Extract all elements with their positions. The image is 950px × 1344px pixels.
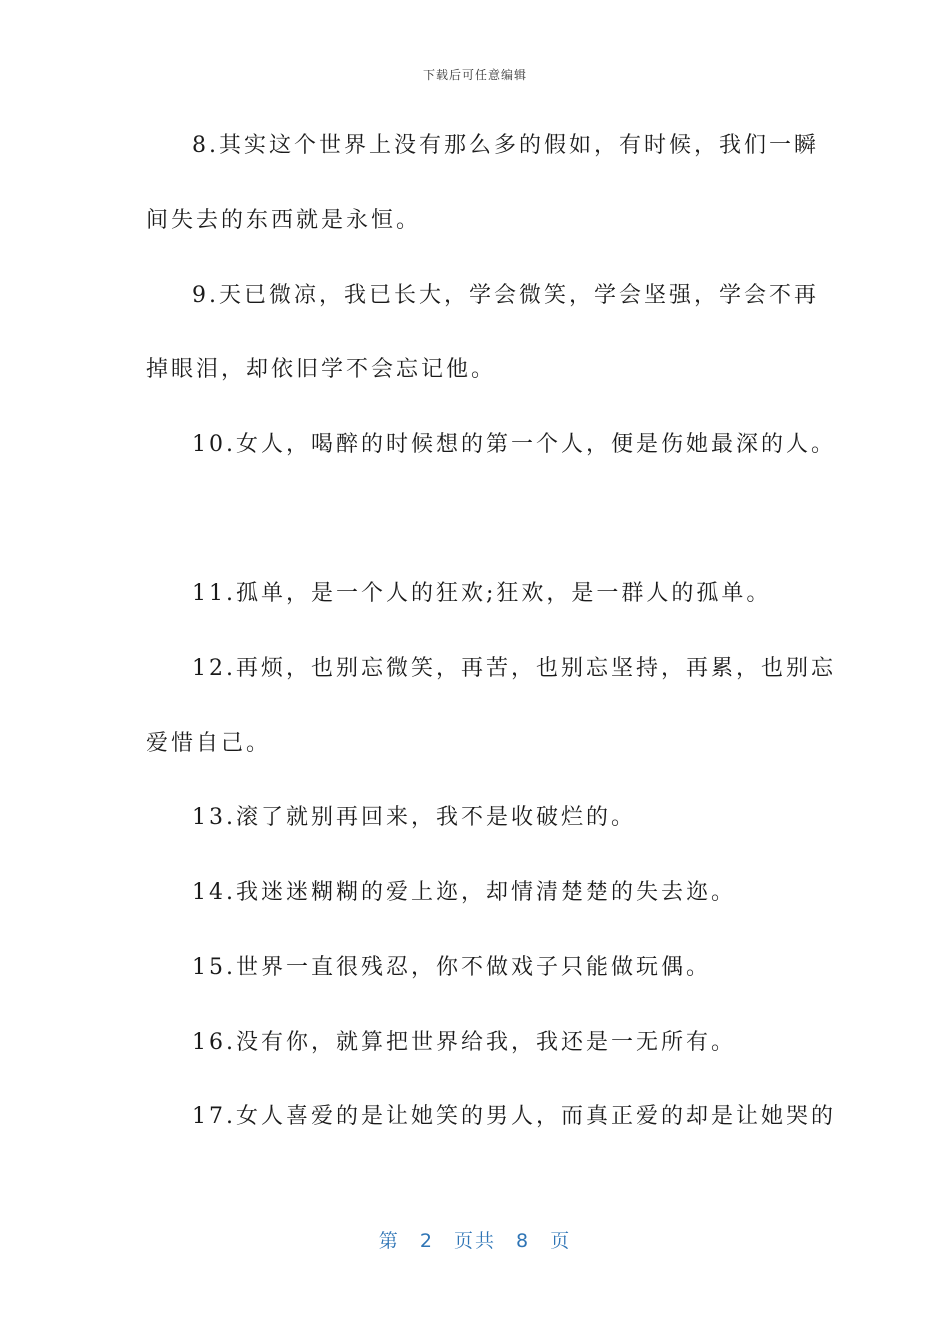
text-line: 16.没有你，就算把世界给我，我还是一无所有。 <box>192 1030 736 1055</box>
page-footer <box>0 1226 950 1253</box>
text-line: 15.世界一直很残忍，你不做戏子只能做玩偶。 <box>192 955 711 980</box>
text-line: 12.再烦，也别忘微笑，再苦，也别忘坚持，再累，也别忘 <box>192 656 836 681</box>
text-line: 17.女人喜爱的是让她笑的男人，而真正爱的却是让她哭的 <box>192 1104 836 1129</box>
text-line: 10.女人，喝醉的时候想的第一个人，便是伤她最深的人。 <box>192 432 836 457</box>
text-line: 掉眼泪，却依旧学不会忘记他。 <box>146 357 497 382</box>
footer-suffix: 页 <box>550 1230 572 1252</box>
text-line: 13.滚了就别再回来，我不是收破烂的。 <box>192 805 636 830</box>
footer-prefix: 第 <box>378 1230 400 1252</box>
current-page-number: 2 <box>419 1230 434 1252</box>
text-line: 爱惜自己。 <box>146 731 272 756</box>
text-line: 8.其实这个世界上没有那么多的假如，有时候，我们一瞬 <box>192 133 819 158</box>
text-line: 11.孤单，是一个人的狂欢;狂欢，是一群人的孤单。 <box>192 581 772 606</box>
footer-middle: 页共 <box>453 1230 496 1252</box>
total-page-number: 8 <box>516 1230 531 1252</box>
text-line: 14.我迷迷糊糊的爱上迩，却情清楚楚的失去迩。 <box>192 880 736 905</box>
text-line: 间失去的东西就是永恒。 <box>146 208 422 233</box>
text-line: 9.天已微凉，我已长大，学会微笑，学会坚强，学会不再 <box>192 283 819 308</box>
page-header: 下载后可任意编辑 <box>422 68 527 82</box>
